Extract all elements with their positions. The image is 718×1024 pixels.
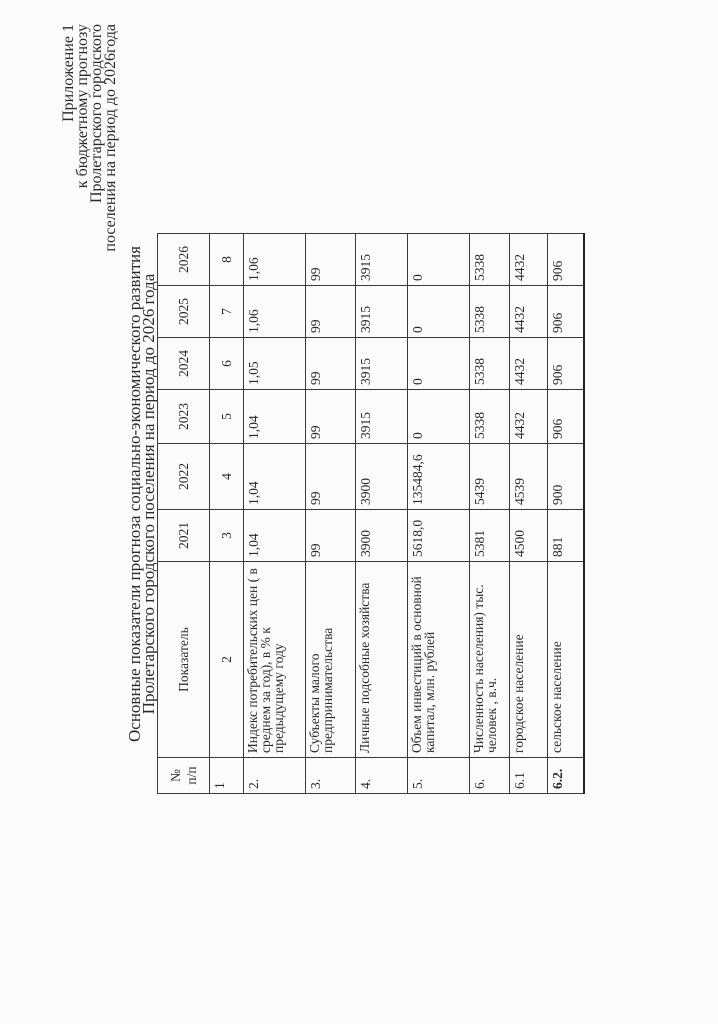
row-number: 3.	[306, 758, 356, 794]
indicator-name: сельское население	[548, 562, 584, 758]
row-number: 4.	[356, 758, 408, 794]
value-cell: 1,04	[244, 510, 306, 562]
title-line: Основные показатели прогноза социально-экономического развития	[125, 246, 144, 742]
header-cell: Показатель	[158, 562, 210, 758]
header-cell: 2023	[158, 390, 210, 444]
header-cell: 2022	[158, 444, 210, 510]
header-cell: 2021	[158, 510, 210, 562]
value-cell: 3915	[356, 338, 408, 390]
value-cell: 4432	[510, 338, 548, 390]
header-cell: 2026	[158, 234, 210, 286]
indicator-name: Индекс потребительских цен ( в среднем за год), в % к предыдущему году	[244, 562, 306, 758]
table-row	[510, 234, 548, 794]
document-title	[125, 184, 158, 804]
value-cell: 906	[548, 338, 584, 390]
row-number: 6.1	[510, 758, 548, 794]
indicator-name: Численность населения) тыс. человек , в.ч.	[470, 562, 510, 758]
value-cell: 99	[306, 510, 356, 562]
table-row	[408, 234, 470, 794]
index-cell: 6	[210, 338, 244, 390]
value-cell: 3915	[356, 286, 408, 338]
value-cell: 135484,6	[408, 444, 470, 510]
forecast-table	[157, 233, 585, 794]
table-row	[356, 234, 408, 794]
index-cell: 4	[210, 444, 244, 510]
header-cell: № п/п	[158, 758, 210, 794]
value-cell: 5338	[470, 286, 510, 338]
table-row	[244, 234, 306, 794]
value-cell: 906	[548, 234, 584, 286]
row-number: 6.	[470, 758, 510, 794]
value-cell: 881	[548, 510, 584, 562]
value-cell: 99	[306, 338, 356, 390]
value-cell: 5338	[470, 234, 510, 286]
index-cell: 2	[210, 562, 244, 758]
value-cell: 4432	[510, 390, 548, 444]
value-cell: 99	[306, 234, 356, 286]
indicator-name: Личные подсобные хозяйства	[356, 562, 408, 758]
row-number: 2.	[244, 758, 306, 794]
appendix-line: Приложение 1	[60, 24, 77, 122]
indicator-name: Объем инвестиций в основной капитал, млн. рублей	[408, 562, 470, 758]
index-cell: 7	[210, 286, 244, 338]
value-cell: 99	[306, 444, 356, 510]
row-number: 5.	[408, 758, 470, 794]
value-cell: 1,04	[244, 390, 306, 444]
value-cell: 900	[548, 444, 584, 510]
indicator-name: Субъекты малого предпринимательства	[306, 562, 356, 758]
table-row	[306, 234, 356, 794]
value-cell: 0	[408, 234, 470, 286]
value-cell: 1,06	[244, 234, 306, 286]
value-cell: 0	[408, 338, 470, 390]
indicator-name: городское население	[510, 562, 548, 758]
value-cell: 3915	[356, 234, 408, 286]
value-cell: 5439	[470, 444, 510, 510]
value-cell: 3900	[356, 444, 408, 510]
appendix-header	[62, 24, 118, 284]
index-cell: 1	[210, 758, 244, 794]
table-index-row	[210, 234, 244, 794]
value-cell: 0	[408, 286, 470, 338]
title-line: Пролетарского городского поселения на период до 2026 года	[139, 273, 158, 715]
value-cell: 4539	[510, 444, 548, 510]
row-number: 6.2.	[548, 758, 584, 794]
value-cell: 5381	[470, 510, 510, 562]
value-cell: 4432	[510, 286, 548, 338]
value-cell: 3900	[356, 510, 408, 562]
header-cell: 2024	[158, 338, 210, 390]
appendix-line: к бюджетному прогнозу	[74, 24, 91, 189]
value-cell: 4500	[510, 510, 548, 562]
value-cell: 0	[408, 390, 470, 444]
table-row	[548, 234, 584, 794]
value-cell: 5338	[470, 338, 510, 390]
value-cell: 5338	[470, 390, 510, 444]
table-row	[470, 234, 510, 794]
value-cell: 99	[306, 286, 356, 338]
index-cell: 3	[210, 510, 244, 562]
value-cell: 5618,0	[408, 510, 470, 562]
header-cell: 2025	[158, 286, 210, 338]
table-header-row	[158, 234, 210, 794]
index-cell: 5	[210, 390, 244, 444]
value-cell: 906	[548, 286, 584, 338]
appendix-line: поселения на период до 2026года	[102, 24, 119, 252]
value-cell: 99	[306, 390, 356, 444]
value-cell: 1,04	[244, 444, 306, 510]
value-cell: 906	[548, 390, 584, 444]
value-cell: 1,06	[244, 286, 306, 338]
value-cell: 4432	[510, 234, 548, 286]
appendix-line: Пролетарского городского	[88, 24, 105, 204]
index-cell: 8	[210, 234, 244, 286]
value-cell: 3915	[356, 390, 408, 444]
value-cell: 1,05	[244, 338, 306, 390]
